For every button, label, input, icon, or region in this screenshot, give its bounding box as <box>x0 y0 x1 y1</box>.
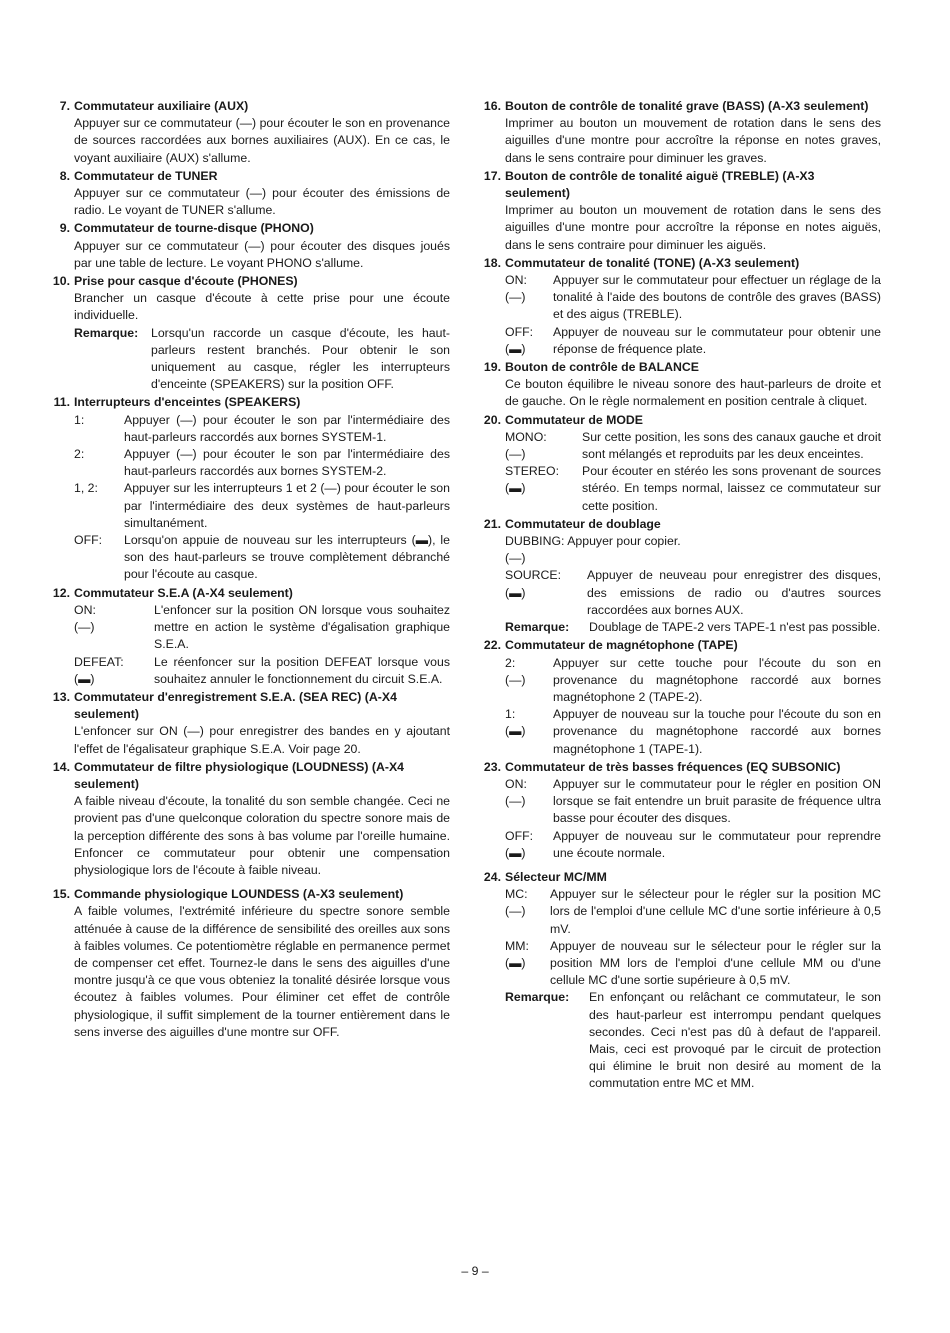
item-symbol: (—) <box>505 794 526 809</box>
section-21 <box>475 516 881 636</box>
section-body: L'enfoncer sur ON (—) pour enregistrer des bandes en y ajoutant l'effet de l'égalisateur graphique S.E.A. Voir page 20. <box>74 724 450 756</box>
item-symbol: (▬) <box>505 481 526 496</box>
item-label: OFF: <box>505 828 534 843</box>
section-number: 16. <box>483 99 501 113</box>
section-body: Brancher un casque d'écoute à cette prise pour une écoute individuelle. <box>74 291 450 323</box>
section-number: 21. <box>483 516 501 531</box>
section-10 <box>44 273 450 393</box>
list-item <box>74 654 450 688</box>
section-title: Bouton de contrôle de tonalité aiguë (TREBLE) (A-X3 seulement) <box>505 168 815 201</box>
section-11 <box>44 394 450 583</box>
section-9 <box>44 220 450 272</box>
section-title: Commande physiologique LOUNDESS (A-X3 seulement) <box>74 887 404 902</box>
item-text: Appuyer de nouveau sur la touche pour l'écoute du son en provenance du magnétophone raccordé aux bornes magnétophone 1 (TAPE-1). <box>553 707 881 756</box>
item-text: Lorsqu'on appuie de nouveau sur les interrupteurs (▬), le son des haut-parleurs se trouve complètement débranché pour l'écoute au casque. <box>124 533 450 582</box>
list-item <box>505 938 881 990</box>
item-symbol: (▬) <box>74 671 95 686</box>
section-number: 11. <box>53 395 70 410</box>
section-number: 17. <box>483 168 501 183</box>
section-body: Appuyer sur ce commutateur (—) pour écouter des disques joués par une table de lecture. Le voyant PHONO s'allume. <box>74 238 450 270</box>
section-12 <box>44 585 450 688</box>
list-item <box>505 463 881 515</box>
item-symbol: (▬) <box>505 845 526 860</box>
item-label: DUBBING: <box>505 534 565 549</box>
section-8 <box>44 168 450 220</box>
section-number: 22. <box>483 638 501 653</box>
item-symbol: (—) <box>74 620 95 635</box>
section-number: 7. <box>59 99 70 113</box>
item-label: ON: <box>74 602 96 617</box>
list-item <box>74 446 450 480</box>
section-title: Commutateur S.E.A (A-X4 seulement) <box>74 585 293 600</box>
item-text: Sur cette position, les sons des canaux gauche et droit sont mélangés et reproduits par les deux enceintes. <box>582 429 881 462</box>
item-label: 2: <box>74 447 85 462</box>
item-text: Pour écouter en stéréo les sons provenant de sources stéréo. En temps normal, laissez ce commutateur sur cette position. <box>582 464 881 513</box>
section-number: 24. <box>483 869 501 884</box>
item-label: MONO: <box>505 429 547 444</box>
remark <box>505 619 881 636</box>
item-label-group <box>505 463 582 515</box>
item-label-group <box>505 828 553 862</box>
section-body: A faible volumes, l'extrémité inférieure du spectre sonore semble atténuée à cause de la différence de sensibilité des oreilles aux sons à faibles volumes. Ce potentiomètre réglable en permanence permet de compenser cet effet. Tournez-le dans le sens des aiguilles d'une montre jusqu'à ce que vous obteniez la tonalité désirée lorsque vous écoutez à faibles volumes. Pour éliminer cet effet de contrôle physiologique, il suffit simplement de la tourner entièrement dans le sens inverse des aiguilles d'une montre sur OFF. <box>74 904 450 1039</box>
item-text: Appuyer de nouveau sur le commutateur pour reprendre une écoute normale. <box>553 828 881 860</box>
section-number: 14. <box>52 759 70 774</box>
item-label: MM: <box>505 938 529 953</box>
section-15 <box>44 886 450 1041</box>
right-column <box>475 98 881 1094</box>
item-text: Appuyer sur le commutateur pour effectuer un réglage de la tonalité à l'aide des boutons de contrôle des graves (BASS) et des aigus (TREBLE). <box>553 273 881 322</box>
section-title: Commutateur de doublage <box>505 516 661 531</box>
item-label: 1: <box>505 707 516 722</box>
section-body: Imprimer au bouton un mouvement de rotation dans le sens des aiguilles d'une montre pour accroître la réponse en notes graves, dans le sens contraire pour diminuer les graves. <box>505 116 881 165</box>
section-title: Commutateur de tourne-disque (PHONO) <box>74 221 314 236</box>
list-item <box>505 886 881 938</box>
item-symbol: (—) <box>505 904 526 919</box>
section-number: 20. <box>483 412 501 427</box>
item-label-group <box>505 272 553 324</box>
item-text: Le réenfoncer sur la position DEFEAT lorsque vous souhaitez annuler le fonctionnement du circuit S.E.A. <box>154 654 450 686</box>
section-number: 10. <box>52 274 70 289</box>
list-item <box>505 429 881 463</box>
remark-label: Remarque: <box>505 620 570 635</box>
item-text: Appuyer de nouveau sur le commutateur pour obtenir une réponse de fréquence plate. <box>553 324 881 356</box>
section-number: 18. <box>483 255 501 270</box>
list-item <box>74 602 450 654</box>
item-label-group <box>505 429 582 463</box>
item-label: DEFEAT: <box>74 654 124 669</box>
item-text: Appuyer pour copier. <box>567 534 681 549</box>
section-body: Ce bouton équilibre le niveau sonore des haut-parleurs de droite et de gauche. On le règle normalement en position centrale à cliquet. <box>505 377 881 409</box>
item-symbol: (—) <box>505 447 526 462</box>
item-label: ON: <box>505 273 527 288</box>
section-7 <box>44 98 450 167</box>
remark-label: Remarque: <box>505 990 570 1005</box>
item-symbol: (—) <box>505 672 526 687</box>
page-number: – 9 – <box>461 1264 489 1278</box>
section-20 <box>475 412 881 515</box>
item-text: Appuyer de nouveau sur le sélecteur pour le régler sur la position MM lors de l'emploi d'une cellule MM ou d'une cellule MC d'une sortie supérieure à 0,5 mV. <box>550 938 881 988</box>
section-19 <box>475 359 881 411</box>
remark <box>74 325 450 394</box>
section-title: Bouton de contrôle de BALANCE <box>505 360 700 375</box>
section-17 <box>475 168 881 254</box>
section-title: Interrupteurs d'enceintes (SPEAKERS) <box>74 395 301 410</box>
list-item <box>505 828 881 862</box>
list-item <box>74 532 450 584</box>
item-label: OFF: <box>505 324 534 339</box>
section-body: A faible niveau d'écoute, la tonalité du son semble changée. Ceci ne provient pas d'une quelconque coloration du spectre sonore mais de la perception différente des sons à bas volume par l'oreille humaine. Enfoncer ce commutateur pour obtenir une compensation physiologique lors de l'écoute à faible niveau. <box>74 794 450 877</box>
remark-label: Remarque: <box>74 325 139 340</box>
item-symbol: (—) <box>505 551 526 566</box>
item-label-group <box>505 655 553 707</box>
section-title: Bouton de contrôle de tonalité grave (BASS) (A-X3 seulement) <box>505 99 869 113</box>
section-title: Commutateur de très basses fréquences (EQ SUBSONIC) <box>505 759 841 774</box>
item-text: Appuyer (—) pour écouter le son par l'intermédiaire des haut-parleurs raccordés aux bornes SYSTEM-2. <box>124 447 450 479</box>
section-24 <box>475 869 881 1093</box>
item-label-group <box>505 706 553 758</box>
item-symbol: (▬) <box>505 341 526 356</box>
item-label: 1: <box>74 412 85 427</box>
section-title: Commutateur de filtre physiologique (LOUDNESS) (A-X4 seulement) <box>74 759 404 791</box>
list-item <box>505 272 881 324</box>
item-text: Appuyer de neuveau pour enregistrer des disques, des emissions de radio ou d'autres sources raccordées aux bornes AUX. <box>587 568 881 617</box>
section-number: 23. <box>483 759 501 774</box>
item-label-group <box>74 602 154 654</box>
item-symbol: (▬) <box>505 724 526 739</box>
section-title: Commutateur de MODE <box>505 412 644 427</box>
section-18 <box>475 255 881 358</box>
item-label: 2: <box>505 655 516 670</box>
item-label-group <box>505 324 553 358</box>
left-column <box>44 98 450 1042</box>
item-label-group <box>74 654 154 688</box>
section-title: Commutateur d'enregistrement S.E.A. (SEA REC) (A-X4 seulement) <box>74 689 397 722</box>
list-item <box>505 655 881 707</box>
item-label: ON: <box>505 776 527 791</box>
item-text: Appuyer sur le commutateur pour le régler en position ON lorsque se fait entendre un bruit parasite de fréquence ultra basse pour écouter des disques. <box>553 776 881 826</box>
item-symbol: (▬) <box>505 955 526 970</box>
item-label-group <box>505 886 550 938</box>
section-number: 9. <box>59 221 70 236</box>
list-item <box>74 412 450 446</box>
remark-text: Lorsqu'un raccorde un casque d'écoute, les haut-parleurs restent branchés. Pour obtenir le son uniquement au casque, régler les interrupteurs d'enceinte (SPEAKERS) sur la position OFF. <box>151 325 450 392</box>
section-16 <box>475 98 881 167</box>
item-text: Appuyer sur le sélecteur pour le régler sur la position MC lors de l'emploi d'une cellule MC d'une sortie inférieure à 0,5 mV. <box>550 887 881 936</box>
item-text: Appuyer sur cette touche pour l'écoute du son en provenance du magnétophone raccordé aux bornes magnétophone 2 (TAPE-2). <box>553 655 881 704</box>
section-body: Appuyer sur ce commutateur (—) pour écouter des émissions de radio. Le voyant de TUNER s'allume. <box>74 186 450 218</box>
item-text: Appuyer sur les interrupteurs 1 et 2 (—) pour écouter le son par l'intermédiaire des deux systèmes de haut-parleurs simultanément. <box>124 481 450 530</box>
section-number: 8. <box>59 168 70 183</box>
section-body: Appuyer sur ce commutateur (—) pour écouter le son en provenance de sources raccordées aux bornes auxiliaires (AUX). En ce cas, le voyant auxiliaire (AUX) s'allume. <box>74 116 450 165</box>
dubbing-line <box>505 533 881 550</box>
item-label: SOURCE: <box>505 568 562 583</box>
list-item <box>74 480 450 532</box>
section-title: Commutateur auxiliaire (AUX) <box>74 99 249 113</box>
section-title: Commutateur de tonalité (TONE) (A-X3 seulement) <box>505 255 800 270</box>
list-item <box>505 324 881 358</box>
item-label-group <box>505 776 553 828</box>
item-label: OFF: <box>74 533 103 548</box>
section-title: Sélecteur MC/MM <box>505 869 607 884</box>
list-item <box>505 706 881 758</box>
section-number: 13. <box>52 689 70 704</box>
section-title: Commutateur de magnétophone (TAPE) <box>505 638 738 653</box>
section-body: Imprimer au bouton un mouvement de rotation dans le sens des aiguilles d'une montre pour accroître la réponse en notes aiguës, dans le sens contraire pour diminuer les aiguës. <box>505 203 881 252</box>
section-number: 19. <box>483 360 501 375</box>
item-label: STEREO: <box>505 464 559 479</box>
list-item <box>505 776 881 828</box>
section-14 <box>44 759 450 879</box>
item-label: 1, 2: <box>74 481 98 496</box>
item-label-group <box>505 567 587 619</box>
item-label-group <box>505 938 550 990</box>
remark <box>505 989 881 1092</box>
item-label: MC: <box>505 887 528 902</box>
section-23 <box>475 759 881 862</box>
section-number: 15. <box>52 887 70 902</box>
list-item <box>505 567 881 619</box>
section-number: 12. <box>52 585 70 600</box>
remark-text: Doublage de TAPE-2 vers TAPE-1 n'est pas possible. <box>589 620 881 635</box>
remark-text: En enfonçant ou relâchant ce commutateur, le son des haut-parleur est interrompu pendant quelques secondes. Ceci n'est pas dû à defaut de l'appareil. Mais, ceci est provoqué par le circuit de protection qui élimine le bruit non desiré au moment de la commutation entre MC et MM. <box>589 990 881 1091</box>
item-symbol: (—) <box>505 290 526 305</box>
item-text: L'enfoncer sur la position ON lorsque vous souhaitez mettre en action le système d'égalisation graphique S.E.A. <box>154 602 450 652</box>
section-13 <box>44 689 450 758</box>
section-22 <box>475 637 881 757</box>
item-text: Appuyer (—) pour écouter le son par l'intermédiaire des haut-parleurs raccordés aux bornes SYSTEM-1. <box>124 412 450 444</box>
item-symbol: (▬) <box>505 585 526 600</box>
section-title: Commutateur de TUNER <box>74 168 218 183</box>
section-title: Prise pour casque d'écoute (PHONES) <box>74 274 298 289</box>
